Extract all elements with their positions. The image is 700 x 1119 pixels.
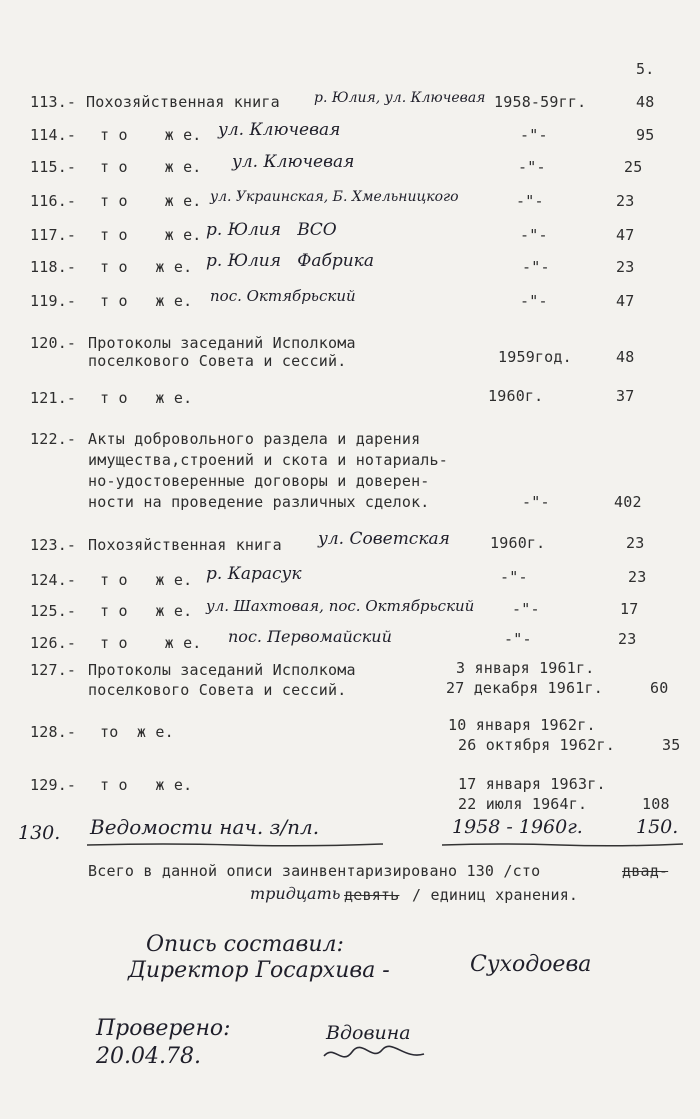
item-number: 120.-: [30, 334, 77, 352]
item-number: 116.-: [30, 192, 77, 210]
item-handwritten-note: ул. Украинская, Б. Хмельницкого: [210, 189, 459, 205]
item-date: -"-: [500, 568, 528, 586]
item-date: -"-: [518, 158, 546, 176]
item-date: -"-: [522, 258, 550, 276]
summary-handwritten-correction: тридцать: [250, 884, 341, 903]
item-count: 95: [636, 126, 655, 144]
item-count: 37: [616, 387, 635, 405]
item-title-line2: имущества,строений и скота и нотариаль-: [88, 451, 448, 469]
item-title-line2: поселкового Совета и сессий.: [88, 681, 347, 699]
summary-line1: Всего в данной описи заинвентаризировано 130 /сто: [88, 862, 541, 880]
item-title: т о ж е.: [100, 571, 193, 589]
item-title: то ж е.: [100, 723, 174, 741]
item-title: Похозяйственная книга: [86, 93, 280, 111]
item-date: 1958 - 1960г.: [452, 816, 583, 838]
item-date: 1959год.: [498, 348, 572, 366]
item-count: 48: [616, 348, 635, 366]
item-title: Протоколы заседаний Исполкома: [88, 661, 356, 679]
item-title: т о ж е.: [100, 192, 202, 210]
item-date-end: 27 декабря 1961г.: [446, 679, 603, 697]
item-count: 25: [624, 158, 643, 176]
item-date: -"-: [520, 292, 548, 310]
item-title: Похозяйственная книга: [88, 536, 282, 554]
item-date: 17 января 1963г.: [458, 775, 606, 793]
item-number: 121.-: [30, 389, 77, 407]
item-count: 23: [628, 568, 647, 586]
signature-flourish: [320, 1040, 430, 1070]
item-title: т о ж е.: [100, 292, 193, 310]
item-count: 23: [618, 630, 637, 648]
item-title-line3: но-удостоверенные договоры и доверен-: [88, 472, 430, 490]
item-count: 48: [636, 93, 655, 111]
director-signature: Суходоева: [470, 952, 592, 977]
item-count: 47: [616, 226, 635, 244]
item-number: 124.-: [30, 571, 77, 589]
underline-decoration: [85, 842, 385, 848]
checked-date: 20.04.78.: [96, 1044, 201, 1069]
item-count: 150.: [636, 816, 679, 838]
item-title: Протоколы заседаний Исполкома: [88, 334, 356, 352]
item-number: 117.-: [30, 226, 77, 244]
item-title: т о ж е.: [100, 602, 193, 620]
item-date: -"-: [512, 600, 540, 618]
item-date: 1958-59гг.: [494, 93, 587, 111]
item-handwritten-note: ул. Шахтовая, пос. Октябрьский: [206, 597, 475, 615]
item-title: т о ж е.: [100, 634, 202, 652]
item-title: т о ж е.: [100, 776, 193, 794]
item-count: 23: [616, 192, 635, 210]
item-number: 114.-: [30, 126, 77, 144]
item-number: 118.-: [30, 258, 77, 276]
item-number: 130.: [18, 822, 61, 844]
item-date: -"-: [516, 192, 544, 210]
item-number: 125.-: [30, 602, 77, 620]
item-number: 129.-: [30, 776, 77, 794]
item-date: -"-: [520, 226, 548, 244]
item-title: т о ж е.: [100, 389, 193, 407]
item-handwritten-note: р. Юлия Фабрика: [206, 251, 374, 271]
checker-signature: Вдовина: [326, 1022, 411, 1044]
item-title: т о ж е.: [100, 258, 193, 276]
checked-label: Проверено:: [96, 1016, 231, 1041]
item-number: 119.-: [30, 292, 77, 310]
item-title: Ведомости нач. з/пл.: [90, 815, 320, 839]
item-handwritten-note: р. Карасук: [206, 564, 302, 584]
item-handwritten-note: ул. Ключевая: [218, 120, 341, 140]
summary-line2-rest: / единиц хранения.: [412, 886, 579, 904]
item-handwritten-note: р. Юлия, ул. Ключевая: [314, 90, 486, 106]
item-title: т о ж е.: [100, 158, 202, 176]
item-date-end: 26 октября 1962г.: [458, 736, 615, 754]
item-handwritten-note: ул. Советская: [318, 529, 450, 549]
item-handwritten-note: пос. Первомайский: [228, 627, 392, 646]
item-handwritten-note: р. Юлия ВСО: [206, 220, 337, 240]
item-number: 113.-: [30, 93, 77, 111]
item-count: 17: [620, 600, 639, 618]
item-title: т о ж е.: [100, 126, 202, 144]
item-date: -"-: [504, 630, 532, 648]
item-title-line2: поселкового Совета и сессий.: [88, 352, 347, 370]
item-number: 128.-: [30, 723, 77, 741]
item-number: 115.-: [30, 158, 77, 176]
item-date: 1960г.: [490, 534, 546, 552]
item-count: 108: [642, 795, 670, 813]
item-date: -"-: [522, 493, 550, 511]
item-number: 127.-: [30, 661, 77, 679]
item-number: 122.-: [30, 430, 77, 448]
director-title: Директор Госархива -: [128, 958, 390, 983]
item-date: -"-: [520, 126, 548, 144]
item-count: 23: [626, 534, 645, 552]
item-number: 123.-: [30, 536, 77, 554]
item-date: 3 января 1961г.: [456, 659, 595, 677]
item-count: 60: [650, 679, 669, 697]
item-count: 35: [662, 736, 681, 754]
item-title: Акты добровольного раздела и дарения: [88, 430, 421, 448]
compiled-label: Опись составил:: [146, 932, 344, 957]
summary-struck-word: девять: [344, 886, 400, 904]
item-number: 126.-: [30, 634, 77, 652]
summary-struck-word: двад-: [622, 862, 669, 880]
item-count: 47: [616, 292, 635, 310]
item-handwritten-note: пос. Октябрьский: [210, 287, 356, 305]
item-date: 10 января 1962г.: [448, 716, 596, 734]
item-handwritten-note: ул. Ключевая: [232, 152, 355, 172]
underline-decoration: [440, 842, 685, 848]
item-count: 402: [614, 493, 642, 511]
page-number: 5.: [636, 60, 655, 78]
item-date-end: 22 июля 1964г.: [458, 795, 588, 813]
item-count: 23: [616, 258, 635, 276]
item-title-line4: ности на проведение различных сделок.: [88, 493, 430, 511]
item-title: т о ж е.: [100, 226, 202, 244]
item-date: 1960г.: [488, 387, 544, 405]
